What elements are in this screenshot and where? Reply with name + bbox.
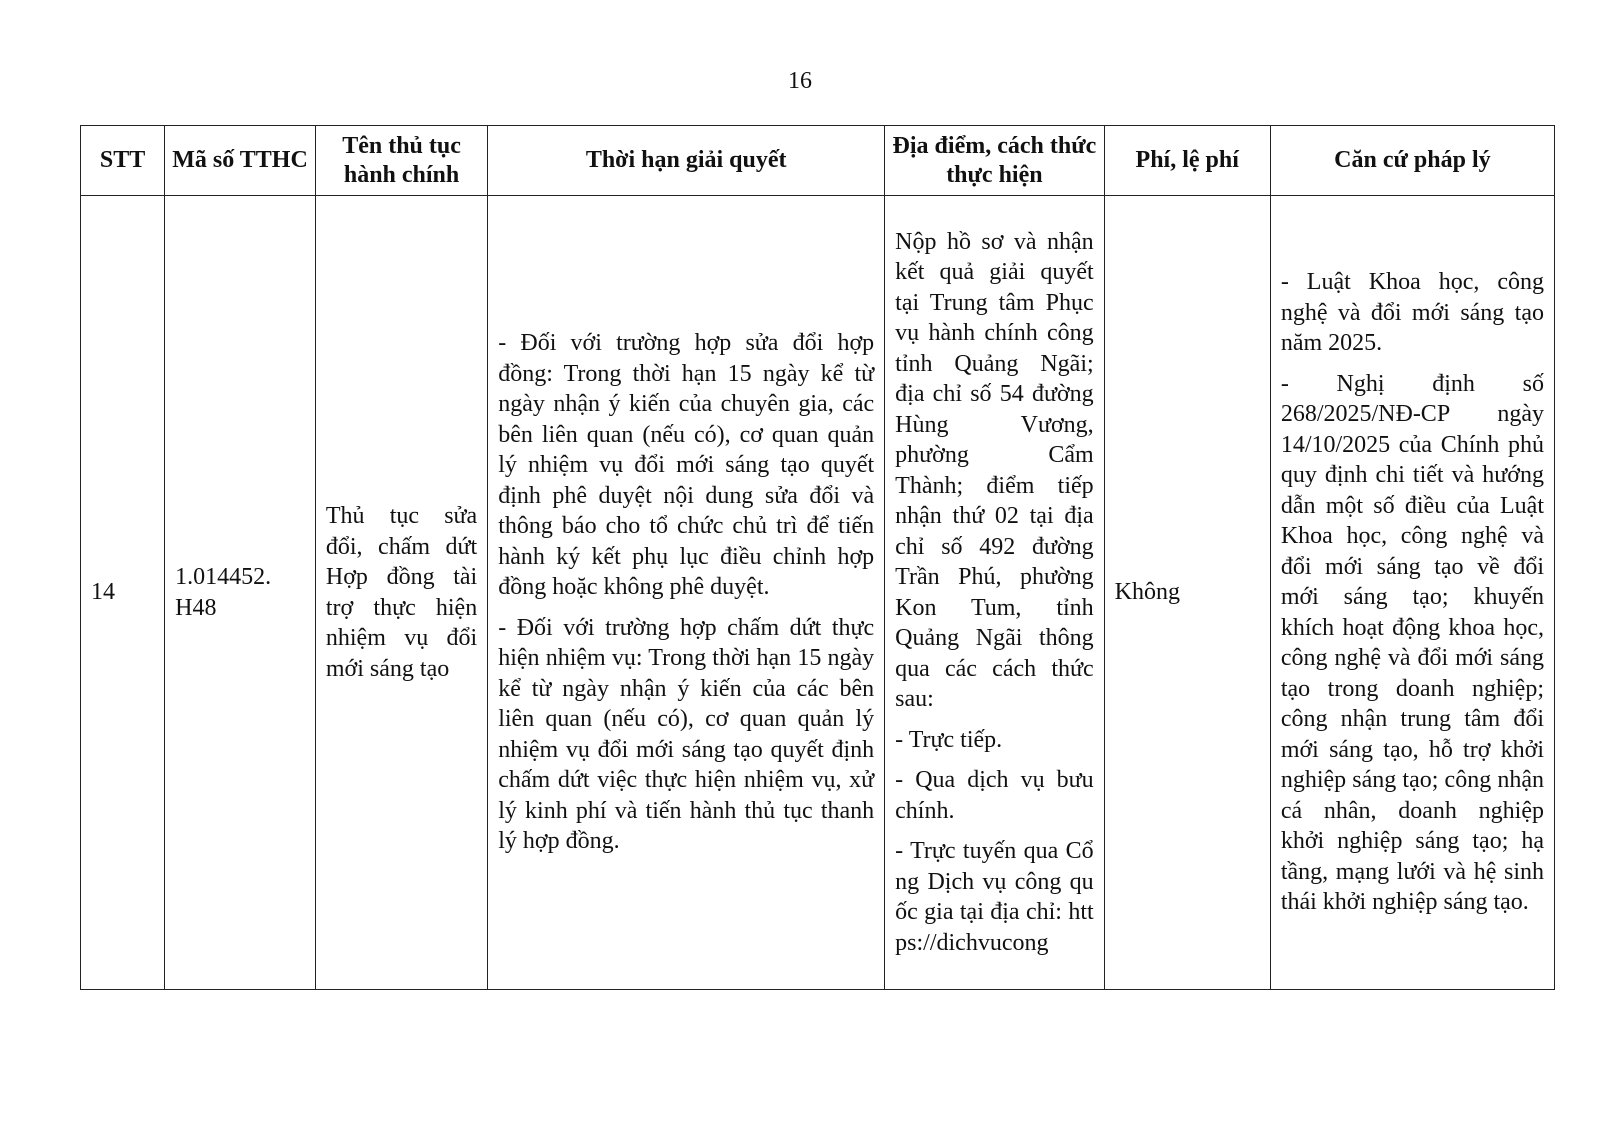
- header-dia-diem: Địa điểm, cách thức thực hiện: [885, 126, 1105, 196]
- header-stt: STT: [81, 126, 165, 196]
- cell-phi: Không: [1104, 196, 1270, 990]
- cell-dia-diem: [885, 196, 1105, 990]
- header-thoi-han: Thời hạn giải quyết: [488, 126, 885, 196]
- procedure-table: [80, 125, 1555, 990]
- cell-can-cu: [1270, 196, 1554, 990]
- page-number: 16: [788, 68, 812, 94]
- cell-ma-so: 1.014452. H48: [165, 196, 316, 990]
- table-row: [81, 196, 1555, 990]
- thoi-han-paragraph-2: - Đối với trường hợp chấm dứt thực hiện nhiệm vụ: Trong thời hạn 15 ngày kể từ ngày nhận ý kiến của các bên liên quan (nếu có), cơ quan quản lý nhiệm vụ đổi mới sáng tạo quyết định chấm dứt việc thực hiện nhiệm vụ, xử lý kinh phí và tiến hành thủ tục thanh lý hợp đồng.: [498, 614, 875, 855]
- header-phi: Phí, lệ phí: [1104, 126, 1270, 196]
- cell-thoi-han: [488, 196, 885, 990]
- dia-diem-paragraph-1: Nộp hồ sơ và nhận kết quả giải quyết tại Trung tâm Phục vụ hành chính công tỉnh Quảng Ngãi; địa chỉ số 54 đường Hùng Vương, phường Cẩm Thành; điểm tiếp nhận thứ 02 tại địa chỉ số 492 đường Trần Phú, phường Kon Tum, tỉnh Quảng Ngãi thông qua các cách thức sau:: [895, 228, 1094, 713]
- dia-diem-paragraph-3: - Qua dịch vụ bưu chính.: [895, 767, 1094, 824]
- cell-ten-thu-tuc: Thủ tục sửa đổi, chấm dứt Hợp đồng tài trợ thực hiện nhiệm vụ đổi mới sáng tạo: [315, 196, 487, 990]
- header-row: [81, 126, 1555, 196]
- cell-stt: 14: [81, 196, 165, 990]
- can-cu-paragraph-2: - Nghị định số 268/2025/NĐ-CP ngày 14/10/2025 của Chính phủ quy định chi tiết và hướng dẫn một số điều của Luật Khoa học, công nghệ và đổi mới sáng tạo về đổi mới sáng tạo; khuyến khích hoạt động khoa học, công nghệ và đổi mới sáng tạo trong doanh nghiệp; công nhận trung tâm đổi mới sáng tạo, hỗ trợ khởi nghiệp sáng tạo; công nhận cá nhân, doanh nghiệp khởi nghiệp sáng tạo; hạ tầng, mạng lưới và hệ sinh thái khởi nghiệp sáng tạo.: [1280, 370, 1544, 916]
- thoi-han-paragraph-1: - Đối với trường hợp sửa đổi hợp đồng: Trong thời hạn 15 ngày kể từ ngày nhận ý kiến của chuyên gia, các bên liên quan (nếu có), cơ quan quản lý nhiệm vụ đổi mới sáng tạo quyết định phê duyệt nội dung sửa đổi và thông báo cho tổ chức chủ trì để tiến hành ký kết phụ lục điều chỉnh hợp đồng hoặc không phê duyệt.: [498, 330, 875, 601]
- header-ten-thu-tuc: Tên thủ tục hành chính: [315, 126, 487, 196]
- can-cu-paragraph-1: - Luật Khoa học, công nghệ và đổi mới sáng tạo năm 2025.: [1280, 269, 1544, 357]
- dia-diem-paragraph-4: - Trực tuyến qua Cổng Dịch vụ công quốc gia tại địa chỉ: https://dichvucong: [895, 838, 1094, 956]
- header-can-cu: Căn cứ pháp lý: [1270, 126, 1554, 196]
- dia-diem-paragraph-2: - Trực tiếp.: [895, 726, 1003, 753]
- header-ma-so: Mã số TTHC: [165, 126, 316, 196]
